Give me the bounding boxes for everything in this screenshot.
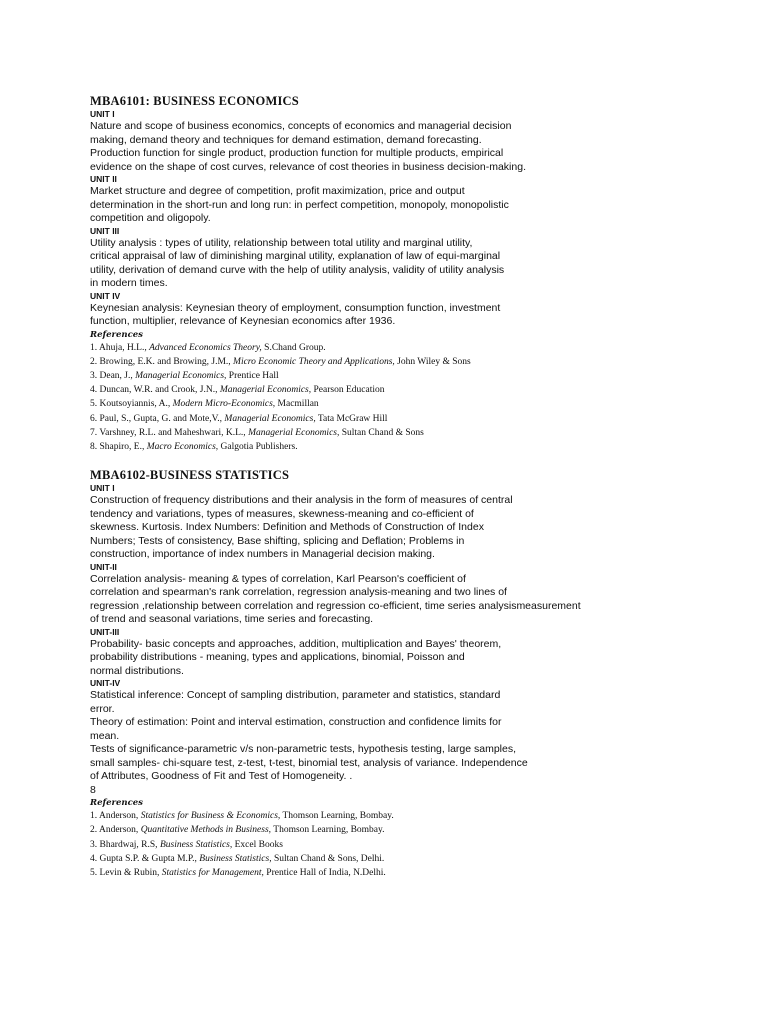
content-line: mean. [90, 729, 120, 742]
content-line: utility, derivation of demand curve with the help of utility analysis, validity of utility analysis [90, 263, 505, 276]
unit-content [90, 120, 710, 174]
reference-publisher: John Wiley & Sons [397, 356, 471, 367]
reference-number: 4. [90, 385, 98, 396]
reference-author: Shapiro, E., [99, 441, 145, 452]
reference-book-title: Statistics for Business & Economics, [140, 811, 281, 822]
unit-content [90, 185, 710, 226]
unit-heading: UNIT II [90, 174, 117, 184]
reference-author: Gupta S.P. & Gupta M.P., [99, 853, 197, 864]
reference-book-title: Business Statistics, [159, 839, 233, 850]
content-line: Nature and scope of business economics, concepts of economics and managerial decision [90, 120, 512, 132]
syllabus-page [90, 94, 710, 880]
reference-number: 5. [90, 867, 98, 878]
unit-content [90, 237, 710, 291]
reference-item [90, 426, 710, 440]
content-line: Correlation analysis- meaning & types of correlation, Karl Pearson's coefficient of [90, 572, 466, 585]
content-line: probability distributions - meaning, types and applications, binomial, Poisson and [90, 651, 465, 664]
reference-number: 7. [90, 427, 98, 438]
reference-author: Duncan, W.R. and Crook, J.N., [99, 385, 218, 396]
content-line: Probability- basic concepts and approaches, addition, multiplication and Bayes' theorem, [90, 637, 502, 650]
reference-publisher: Thomson Learning, Bombay. [282, 811, 394, 822]
references-heading: References [90, 798, 143, 809]
content-line: Construction of frequency distributions and their analysis in the form of measures of central [90, 494, 513, 507]
content-line: Production function for single product, production function for multiple products, empirical [90, 147, 504, 159]
content-line: skewness. Kurtosis. Index Numbers: Definition and Methods of Construction of Index [90, 521, 484, 534]
reference-book-title: Managerial Economics, [224, 413, 316, 424]
content-line: correlation and spearman's rank correlation, regression analysis-meaning and two lines of [90, 586, 507, 599]
unit-heading: UNIT IV [90, 290, 121, 301]
reference-number: 1. [90, 342, 98, 353]
content-line: regression ,relationship between correlation and regression co-efficient, time series analysismeasurement [90, 599, 581, 612]
unit-heading: UNIT-III [90, 626, 120, 637]
reference-number: 8. [90, 441, 98, 452]
reference-book-title: Business Statistics, [199, 853, 272, 864]
reference-author: Anderson, [98, 825, 139, 836]
reference-publisher: Galgotia Publishers. [220, 441, 298, 452]
reference-publisher: Sultan Chand & Sons [341, 427, 424, 438]
content-line: Numbers; Tests of consistency, Base shifting, splicing and Deflation; Problems in [90, 534, 465, 547]
content-line: determination in the short-run and long run: in perfect competition, monopoly, monopolistic [90, 198, 509, 211]
reference-publisher: Excel Books [234, 839, 283, 850]
content-line: critical appraisal of law of diminishing marginal utility, explanation of law of equi-marginal [90, 250, 501, 262]
reference-author: Dean, J., [99, 370, 133, 381]
unit-content [90, 689, 710, 797]
content-line: tendency and variations, types of measures, skewness-meaning and co-efficient of [90, 507, 474, 520]
content-line: of Attributes, Goodness of Fit and Test of Homogeneity. . [90, 770, 353, 783]
reference-book-title: Macro Economics, [146, 441, 219, 452]
references-list [90, 341, 710, 455]
reference-number: 6. [90, 413, 98, 424]
content-line: Market structure and degree of competition, profit maximization, price and output [90, 185, 465, 197]
content-line: evidence on the shape of cost curves, relevance of cost theories in business decision-making. [90, 160, 526, 173]
unit-content [90, 638, 710, 679]
reference-number: 2. [90, 356, 98, 367]
unit-content [90, 573, 710, 627]
content-line: Keynesian analysis: Keynesian theory of employment, consumption function, investment [90, 301, 501, 314]
reference-number: 4. [90, 853, 98, 864]
reference-book-title: Managerial Economics, [248, 427, 340, 438]
reference-book-title: Advanced Economics Theory, [149, 342, 262, 353]
reference-book-title: Managerial Economics, [219, 385, 312, 396]
content-line: Utility analysis : types of utility, relationship between total utility and marginal utility, [90, 236, 473, 249]
content-line: construction, importance of index numbers in Managerial decision making. [90, 548, 435, 561]
course-title: MBA6102-BUSINESS STATISTICS [90, 468, 290, 483]
reference-publisher: Prentice Hall of India, N.Delhi. [266, 867, 386, 878]
reference-author: Ahuja, H.L., [98, 342, 147, 353]
reference-book-title: Statistics for Management, [161, 867, 264, 878]
unit-content [90, 302, 710, 329]
content-line: Statistical inference: Concept of sampling distribution, parameter and statistics, standard [90, 689, 501, 702]
reference-item [90, 355, 710, 369]
content-line: competition and oligopoly. [90, 212, 211, 224]
reference-author: Anderson, [98, 811, 139, 822]
reference-item [90, 397, 710, 411]
reference-item [90, 412, 710, 426]
course-section [90, 94, 710, 454]
reference-item [90, 809, 710, 823]
reference-publisher: Thomson Learning, Bombay. [273, 825, 385, 836]
reference-book-title: Micro Economic Theory and Applications, [233, 356, 395, 367]
reference-author: Koutsoyiannis, A., [99, 399, 171, 410]
unit-heading: UNIT-II [90, 561, 117, 572]
course-section [90, 468, 710, 880]
content-line: normal distributions. [90, 664, 184, 677]
reference-item [90, 866, 710, 880]
content-line: of trend and seasonal variations, time series and forecasting. [90, 613, 374, 626]
reference-item [90, 440, 710, 454]
reference-publisher: Sultan Chand & Sons, Delhi. [273, 853, 385, 864]
reference-number: 3. [90, 370, 98, 381]
reference-author: Bhardwaj, R.S, [99, 839, 158, 850]
reference-publisher: Prentice Hall [228, 370, 279, 381]
unit-heading: UNIT I [90, 109, 115, 119]
reference-publisher: Tata McGraw Hill [317, 413, 388, 424]
reference-author: Varshney, R.L. and Maheshwari, K.L., [99, 427, 246, 438]
reference-number: 3. [90, 839, 98, 850]
reference-item [90, 823, 710, 837]
references-list [90, 809, 710, 880]
reference-author: Browing, E.K. and Browing, J.M., [99, 356, 231, 367]
reference-publisher: S.Chand Group. [264, 342, 326, 353]
content-line: 8 [90, 783, 96, 796]
reference-book-title: Quantitative Methods in Business, [140, 825, 272, 836]
unit-content [90, 494, 710, 562]
content-line: Tests of significance-parametric v/s non-parametric tests, hypothesis testing, large samples, [90, 743, 517, 756]
content-line: making, demand theory and techniques for demand estimation, demand forecasting. [90, 133, 482, 146]
reference-number: 2. [90, 825, 98, 836]
unit-heading: UNIT-IV [90, 678, 121, 689]
content-line: in modern times. [90, 277, 168, 289]
reference-item [90, 852, 710, 866]
reference-publisher: Macmillan [277, 399, 319, 410]
reference-number: 1. [90, 811, 98, 822]
references-heading: References [90, 329, 143, 340]
unit-heading: UNIT I [90, 483, 115, 494]
reference-item [90, 341, 710, 355]
content-line: small samples- chi-square test, z-test, t-test, binomial test, analysis of variance. Independence [90, 756, 528, 769]
reference-book-title: Modern Micro-Economics, [172, 399, 276, 410]
content-line: error. [90, 702, 115, 715]
reference-author: Paul, S., Gupta, G. and Mote,V., [99, 413, 223, 424]
reference-item [90, 383, 710, 397]
reference-publisher: Pearson Education [313, 385, 385, 396]
reference-book-title: Managerial Economics, [135, 370, 227, 381]
reference-item [90, 369, 710, 383]
unit-heading: UNIT III [90, 225, 120, 236]
content-line: Theory of estimation: Point and interval estimation, construction and confidence limits for [90, 716, 502, 729]
reference-item [90, 838, 710, 852]
course-title: MBA6101: BUSINESS ECONOMICS [90, 94, 299, 108]
content-line: function, multiplier, relevance of Keynesian economics after 1936. [90, 315, 396, 327]
reference-author: Levin & Rubin, [99, 867, 160, 878]
reference-number: 5. [90, 399, 98, 410]
